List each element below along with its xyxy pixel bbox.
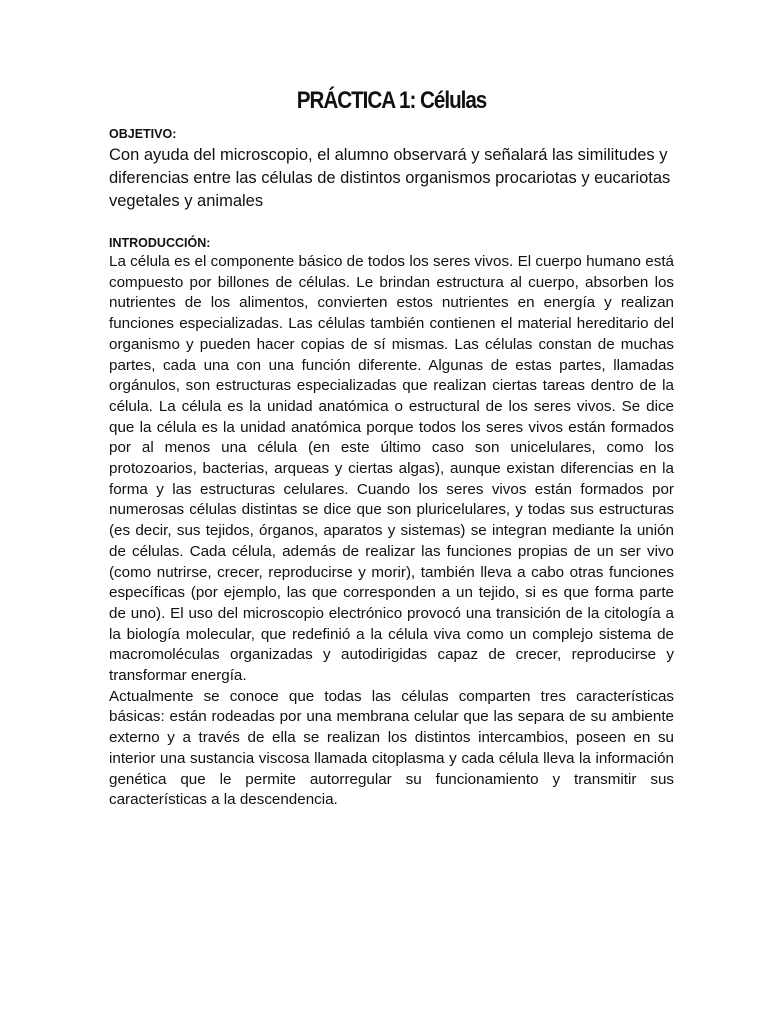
introduction-label: INTRODUCCIÓN:: [109, 236, 211, 250]
page-title: PRÁCTICA 1: Células: [296, 87, 487, 114]
introduction-section: [109, 235, 674, 811]
objective-text: Con ayuda del microscopio, el alumno observará y señalará las similitudes y diferencias entre las células de distintos organismos procariotas y eucariotas vegetales y animales: [109, 146, 671, 210]
objective-label: OBJETIVO:: [109, 127, 177, 141]
section-spacer: [109, 213, 674, 235]
introduction-paragraph: La célula es el componente básico de todos los seres vivos. El cuerpo humano está compuesto por billones de células. Le brindan estructura al cuerpo, absorben los nutrientes de los alimentos, convierten estos nutrientes en energía y realizan funciones especializadas. Las células también contienen el material hereditario del organismo y pueden hacer copias de sí mismas. Las células constan de muchas partes, cada una con una función diferente. Algunas de estas partes, llamadas orgánulos, son estructuras especializadas que realizan ciertas tareas dentro de la célula. La célula es la unidad anatómica o estructural de los seres vivos. Se dice que la célula es la unidad anatómica porque todos los seres vivos están formados por al menos una célula (en este último caso son unicelulares, como los protozoarios, bacterias, arqueas y ciertas algas), aunque existan diferencias en la forma y las estructuras celulares. Cuando los seres vivos están formados por numerosas células distintas se dice que son pluricelulares, y todas sus estructuras (es decir, sus tejidos, órganos, aparatos y sistemas) se integran mediante la unión de células. Cada célula, además de realizar las funciones propias de un ser vivo (como nutrirse, crecer, reproducirse y morir), también lleva a cabo otras funciones específicas (por ejemplo, las que corresponden a un tejido, si es que forma parte de uno). El uso del microscopio electrónico provocó una transición de la citología a la biología molecular, que redefinió a la célula viva como un complejo sistema de macromoléculas organizadas y autodirigidas capaz de crecer, reproducirse y transformar energía.: [109, 253, 674, 685]
introduction-paragraph: Actualmente se conoce que todas las células comparten tres características básicas: están rodeadas por una membrana celular que las separa de su ambiente externo y a través de ella se realizan los distintos intercambios, poseen en su interior una sustancia viscosa llamada citoplasma y cada célula lleva la información genética que le permite autorregular su funcionamiento y transmitir sus características a la descendencia.: [109, 687, 674, 809]
document-page: [109, 86, 674, 811]
objective-section: [109, 126, 674, 213]
